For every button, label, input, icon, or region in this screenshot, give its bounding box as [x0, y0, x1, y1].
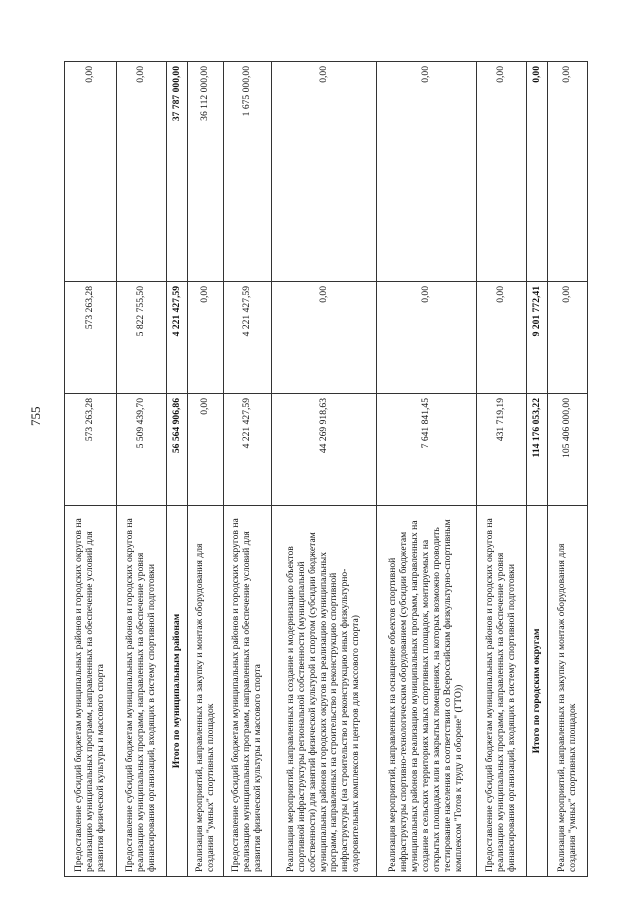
amount-cell: 5 822 755,50 — [117, 282, 167, 394]
subtotal-label: Итого по муниципальным районам — [167, 506, 188, 877]
amount-cell: 44 269 918,63 — [272, 394, 377, 506]
row-description: Предоставление субсидий бюджетам муниципальных районов и городских округов на реализацию муниципальных программ, направленных на обеспечение уровня финансирования организаций, входящих в систему спортивной подготовки — [117, 506, 167, 877]
amount-cell: 0,00 — [477, 62, 527, 282]
amount-cell: 1 675 000,00 — [224, 62, 272, 282]
row-description: Реализация мероприятий, направленных на оснащение объектов спортивной инфраструктуры спортивно-технологическим оборудованием (субсидии бюджетам муниципальных районов на реализацию муниципальных программ, направленных на создание в сельских территориях малых спортивных площадок, монтируемых на открытых площадках или в закрытых помещениях, на которых возможно проводить тестирование населения в соответствии со Всероссийским физкультурно-спортивным комплексом "Готов к труду и обороне" (ГТО)) — [377, 506, 477, 877]
subtotal-row — [167, 62, 188, 877]
subtotal-row — [527, 62, 548, 877]
amount-cell: 0,00 — [272, 282, 377, 394]
amount-cell: 0,00 — [527, 62, 548, 282]
amount-cell: 9 201 772,41 — [527, 282, 548, 394]
subtotal-label: Итого по городским округам — [527, 506, 548, 877]
amount-cell: 0,00 — [548, 282, 588, 394]
row-description: Предоставление субсидий бюджетам муниципальных районов и городских округов на реализацию муниципальных программ, направленных на обеспечение условий для развития физической культуры и массового спорта — [224, 506, 272, 877]
amount-cell: 0,00 — [377, 62, 477, 282]
amount-cell: 0,00 — [188, 282, 224, 394]
table-row — [224, 62, 272, 877]
amount-cell: 0,00 — [377, 282, 477, 394]
table-row — [117, 62, 167, 877]
amount-cell: 0,00 — [548, 62, 588, 282]
row-description: Предоставление субсидий бюджетам муниципальных районов и городских округов на реализацию муниципальных программ, направленных на обеспечение условий для развития физической культуры и массового спорта — [65, 506, 117, 877]
page-number: 755 — [28, 406, 43, 426]
amount-cell: 573 263,28 — [65, 282, 117, 394]
row-description: Реализация мероприятий, направленных на закупку и монтаж оборудования для создания "умных" спортивных площадок — [548, 506, 588, 877]
amount-cell: 4 221 427,59 — [224, 282, 272, 394]
amount-cell: 36 112 000,00 — [188, 62, 224, 282]
row-description: Предоставление субсидий бюджетам муниципальных районов и городских округов на реализацию муниципальных программ, направленных на обеспечение уровня финансирования организаций, входящих в систему спортивной подготовки — [477, 506, 527, 877]
amount-cell: 0,00 — [188, 394, 224, 506]
amount-cell: 431 719,19 — [477, 394, 527, 506]
budget-table — [64, 61, 588, 877]
table-row — [477, 62, 527, 877]
amount-cell: 4 221 427,59 — [224, 394, 272, 506]
amount-cell: 0,00 — [272, 62, 377, 282]
amount-cell: 7 641 841,45 — [377, 394, 477, 506]
row-description: Реализация мероприятий, направленных на закупку и монтаж оборудования для создания "умных" спортивных площадок — [188, 506, 224, 877]
amount-cell: 56 564 906,86 — [167, 394, 188, 506]
table-row — [377, 62, 477, 877]
amount-cell: 573 263,28 — [65, 394, 117, 506]
row-description: Реализация мероприятий, направленных на создание и модернизацию объектов спортивной инфраструктуры региональной собственности (муниципальной собственности) для занятий физической культурой и спортом (субсидии бюджетам муниципальных районов и городских округов на реализацию муниципальных программ, направленных на строительство и реконструкцию спортивной инфраструктуры (на строительство и реконструкцию иных физкультурно-оздоровительных комплексов и центров для массового спорта) — [272, 506, 377, 877]
amount-cell: 5 509 439,70 — [117, 394, 167, 506]
amount-cell: 0,00 — [117, 62, 167, 282]
amount-cell: 0,00 — [65, 62, 117, 282]
table-row — [272, 62, 377, 877]
amount-cell: 0,00 — [477, 282, 527, 394]
amount-cell: 105 406 000,00 — [548, 394, 588, 506]
table-row — [65, 62, 117, 877]
amount-cell: 4 221 427,59 — [167, 282, 188, 394]
amount-cell: 37 787 000,00 — [167, 62, 188, 282]
table-row — [548, 62, 588, 877]
table-row — [188, 62, 224, 877]
rotated-table-wrapper — [64, 62, 587, 877]
amount-cell: 114 176 053,22 — [527, 394, 548, 506]
